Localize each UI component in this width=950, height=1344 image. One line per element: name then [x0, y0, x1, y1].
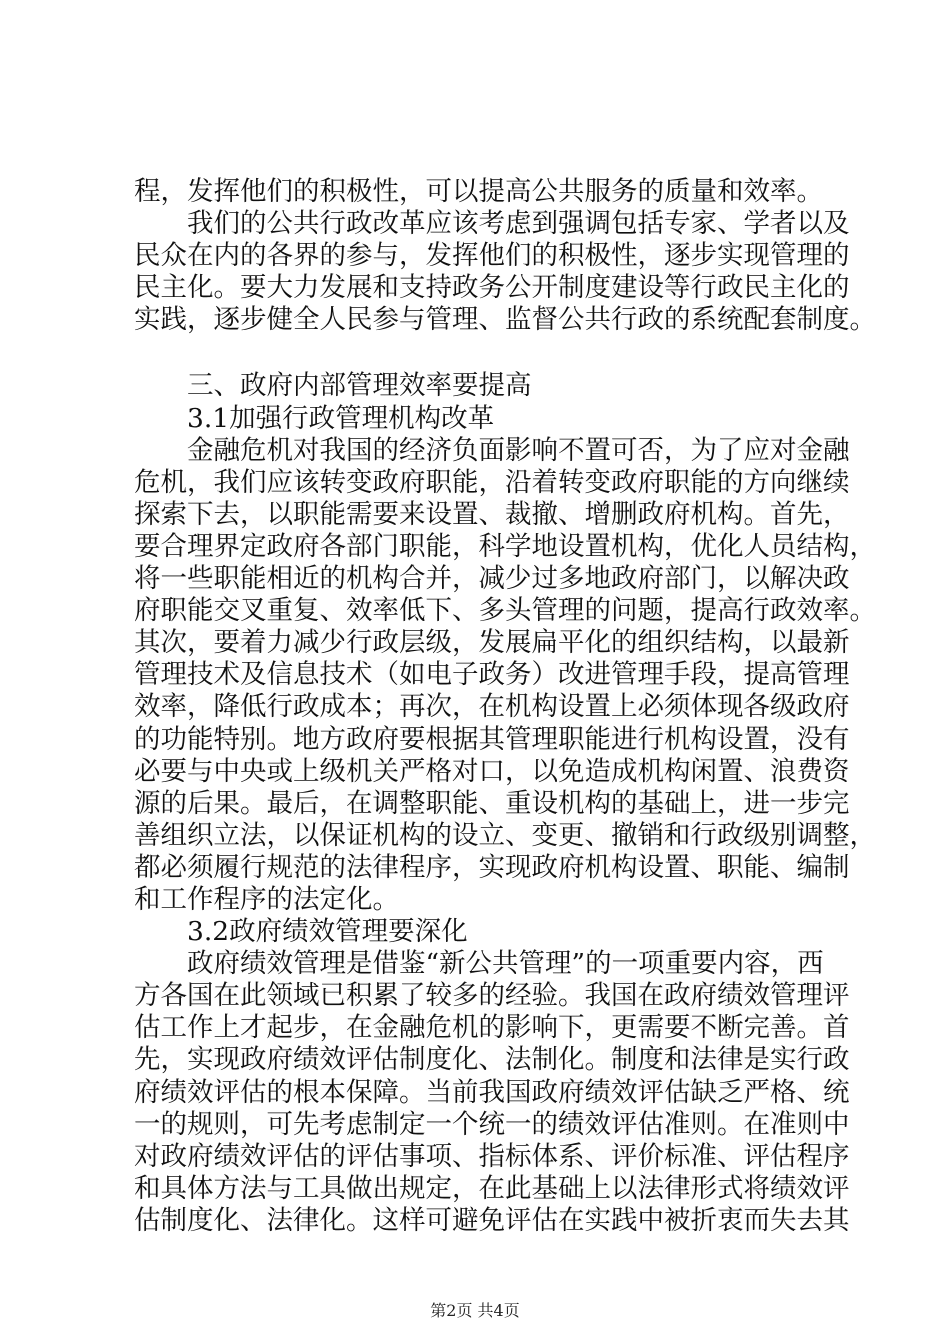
paragraph-gap [134, 336, 824, 370]
text-line: 探索下去，以职能需要来设置、裁撤、增删政府机构。首先， [134, 498, 850, 530]
page-footer: 第2页 共4页 [430, 1301, 520, 1320]
text-line: 和具体方法与工具做出规定，在此基础上以法律形式将绩效评 [134, 1172, 850, 1204]
text-line: 方各国在此领域已积累了较多的经验。我国在政府绩效管理评 [134, 980, 850, 1012]
text-line: 3.1加强行政管理机构改革 [134, 402, 495, 434]
text-line: 估工作上才起步，在金融危机的影响下，更需要不断完善。首 [134, 1012, 850, 1044]
text-line: 先，实现政府绩效评估制度化、法制化。制度和法律是实行政 [134, 1044, 850, 1076]
text-line: 和工作程序的法定化。 [134, 883, 399, 915]
text-line: 3.2政府绩效管理要深化 [134, 916, 468, 948]
document-body [134, 176, 876, 1237]
text-line: 府绩效评估的根本保障。当前我国政府绩效评估缺乏严格、统 [134, 1076, 850, 1108]
paragraph-block-1 [134, 176, 876, 336]
text-line: 对政府绩效评估的评估事项、指标体系、评价标准、评估程序 [134, 1140, 850, 1172]
text-line: 实践，逐步健全人民参与管理、监督公共行政的系统配套制度。 [134, 304, 876, 336]
text-line: 的功能特别。地方政府要根据其管理职能进行机构设置，没有 [134, 723, 850, 755]
text-line: 必要与中央或上级机关严格对口，以免造成机构闲置、浪费资 [134, 755, 850, 787]
text-line: 其次，要着力减少行政层级，发展扁平化的组织结构，以最新 [134, 627, 850, 659]
text-line: 金融危机对我国的经济负面影响不置可否，为了应对金融 [134, 434, 850, 466]
text-line: 效率，降低行政成本；再次，在机构设置上必须体现各级政府 [134, 691, 850, 723]
text-line: 都必须履行规范的法律程序，实现政府机构设置、职能、编制 [134, 851, 850, 883]
text-line: 政府绩效管理是借鉴“新公共管理”的一项重要内容，西 [134, 948, 824, 980]
text-line: 一的规则，可先考虑制定一个统一的绩效评估准则。在准则中 [134, 1108, 850, 1140]
text-line: 民众在内的各界的参与，发挥他们的积极性，逐步实现管理的 [134, 240, 850, 272]
text-line: 源的后果。最后，在调整职能、重设机构的基础上，进一步完 [134, 787, 850, 819]
text-line: 管理技术及信息技术（如电子政务）改进管理手段，提高管理 [134, 659, 850, 691]
text-line: 程，发挥他们的积极性，可以提高公共服务的质量和效率。 [134, 176, 823, 207]
text-line: 府职能交叉重复、效率低下、多头管理的问题，提高行政效率。 [134, 595, 876, 627]
text-line: 估制度化、法律化。这样可避免评估在实践中被折衷而失去其 [134, 1204, 850, 1236]
paragraph-block-2 [134, 370, 876, 1237]
text-line: 我们的公共行政改革应该考虑到强调包括专家、学者以及 [134, 208, 850, 240]
text-line: 危机，我们应该转变政府职能，沿着转变政府职能的方向继续 [134, 466, 850, 498]
text-line: 要合理界定政府各部门职能，科学地设置机构，优化人员结构， [134, 530, 876, 562]
text-line: 民主化。要大力发展和支持政务公开制度建设等行政民主化的 [134, 272, 850, 304]
text-line: 将一些职能相近的机构合并，减少过多地政府部门，以解决政 [134, 563, 850, 595]
text-line: 善组织立法，以保证机构的设立、变更、撤销和行政级别调整， [134, 819, 876, 851]
text-line: 三、政府内部管理效率要提高 [134, 370, 532, 402]
